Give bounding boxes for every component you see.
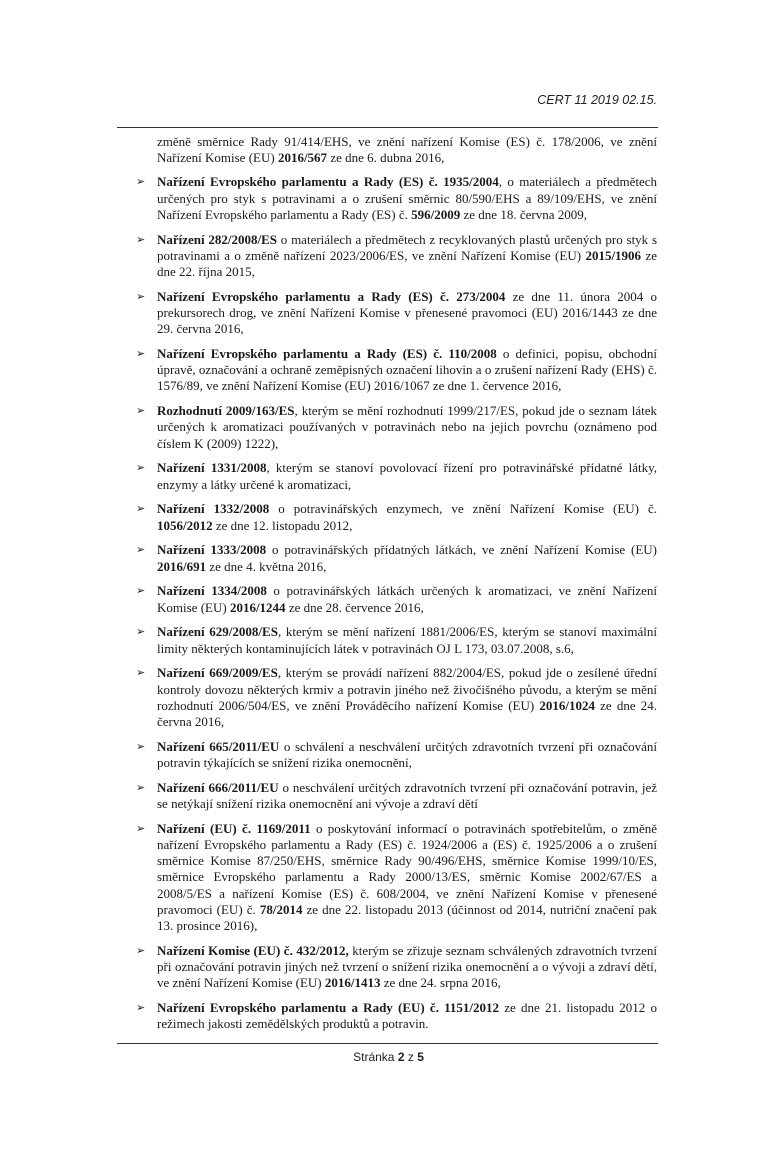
regulation-reference: 2016/1244 xyxy=(229,599,286,615)
arrowhead-bullet-icon: ➢ xyxy=(136,175,146,189)
arrowhead-bullet-icon: ➢ xyxy=(136,543,146,557)
arrowhead-bullet-icon: ➢ xyxy=(136,625,146,639)
regulation-text: ze dne 4. května 2016, xyxy=(206,558,327,574)
arrowhead-bullet-icon: ➢ xyxy=(136,461,146,475)
regulation-reference: 2016/567 xyxy=(277,150,328,166)
regulation-text: , kterým se provádí nařízení 882/2004/ES, pokud jde o zesílené úřední kontroly dovozu některých krmiv a potravin jiného než živočišného původu, a kterým se mění rozhodnutí 2006/504/ES, ve znění Prováděcího nařízení Komise (EU) xyxy=(157,665,658,713)
footer-divider xyxy=(117,1043,658,1044)
arrowhead-bullet-icon: ➢ xyxy=(136,780,146,794)
regulation-reference: Nařízení Evropského parlamentu a Rady (ES) č. 110/2008 xyxy=(157,346,497,362)
regulation-reference: Nařízení Komise (EU) č. 432/2012, xyxy=(157,942,349,958)
regulation-reference: 1056/2012 xyxy=(157,517,213,533)
list-item xyxy=(136,231,657,281)
list-item xyxy=(136,942,658,992)
regulation-text: , kterým se mění rozhodnutí 1999/217/ES, pokud jde o seznam látek určených k aromatizaci používaných v potravinách nebo na jejich povrchu (oznámeno pod číslem K (2009) 1222), xyxy=(157,403,657,451)
regulation-text: o definici, popisu, obchodní úpravě, označování a ochraně zeměpisných označení lihovin a o zrušení nařízení Rady (EHS) č. 1576/89, ve znění Nařízení Komise (EU) 2016/1067 ze dne 1. července 2016, xyxy=(157,346,657,394)
regulation-reference: Nařízení 629/2008/ES xyxy=(157,624,278,640)
page-label: Stránka xyxy=(353,1050,398,1065)
list-item xyxy=(136,174,658,223)
regulation-text: o materiálech a předmětech z recyklovaných plastů určených pro styk s potravinami a o změně nařízení 2023/2006/ES, ve znění Nařízení Komise (EU) xyxy=(157,231,657,263)
total-pages: 5 xyxy=(417,1050,424,1065)
arrowhead-bullet-icon: ➢ xyxy=(136,943,146,957)
regulation-text: o poskytování informací o potravinách spotřebitelům, o změně nařízení Evropského parlamentu a Rady (ES) č. 1924/2006 a (ES) č. 1925/2006 a o zrušení směrnice Komise 87/250/EHS, směrnice Rady 90/496/EHS, směrnice Komise 1999/10/ES, směrnice Evropského parlamentu a Rady 2000/13/ES, směrnic Komise 2002/67/ES a 2008/5/ES a nařízení Komise (ES) č. 608/2004, ve znění Nařízení Komise v přenesené pravomoci (EU) č. xyxy=(157,820,657,917)
regulation-text: ze dne 11. února 2004 o prekursorech drog, ve znění Nařízení Komise v přenesené pravomoci (EU) 2016/1443 ze dne 29. června 2016, xyxy=(157,288,657,337)
regulation-text: , kterým se mění nařízení 1881/2006/ES, kterým se stanoví maximální limity některých kontaminujících látek v potravinách OJ L 173, 03.07.2008, s.6, xyxy=(157,624,657,656)
regulation-reference: Nařízení 1332/2008 xyxy=(157,501,270,517)
list-item xyxy=(136,288,657,338)
regulation-text: ze dne 28. července 2016, xyxy=(285,599,424,615)
regulation-reference: Nařízení 1334/2008 xyxy=(157,583,267,599)
regulation-text: ze dne 24. června 2016, xyxy=(157,697,657,730)
arrowhead-bullet-icon: ➢ xyxy=(136,739,146,753)
arrowhead-bullet-icon: ➢ xyxy=(136,666,146,680)
regulation-text: o potravinářských látkách určených k aromatizaci, ve znění Nařízení Komise (EU) xyxy=(157,583,657,615)
regulation-text: ze dne 21. listopadu 2012 o režimech jakosti zemědělských produktů a potravin. xyxy=(157,1000,657,1032)
list-item xyxy=(136,738,657,771)
continuation-paragraph xyxy=(157,134,657,166)
arrowhead-bullet-icon: ➢ xyxy=(136,404,146,418)
regulation-reference: Nařízení Evropského parlamentu a Rady (ES) č. 273/2004 xyxy=(157,288,506,304)
regulation-text: ze dne 12. listopadu 2012, xyxy=(212,517,353,533)
regulation-reference: 2016/1024 xyxy=(539,697,595,713)
page-separator: z xyxy=(404,1050,418,1065)
regulation-reference: Nařízení 282/2008/ES xyxy=(157,231,278,247)
list-item xyxy=(136,665,658,730)
regulation-text: ze dne 22. října 2015, xyxy=(157,247,657,280)
list-item xyxy=(136,346,657,395)
regulation-items xyxy=(136,174,658,1032)
list-item xyxy=(136,403,657,452)
regulation-text: ze dne 6. dubna 2016, xyxy=(327,150,445,166)
regulation-text: , o materiálech a předmětech určených pro styk s potravinami a o zrušení směrnic 80/590/EHS a 89/109/EHS, ve znění Nařízení Evropského parlamentu a Rady (ES) č. xyxy=(157,174,658,222)
list-item xyxy=(136,820,657,934)
regulation-reference: Nařízení 669/2009/ES xyxy=(157,665,278,681)
list-item xyxy=(136,624,657,656)
regulation-reference: Nařízení 1333/2008 xyxy=(157,542,267,558)
header-divider xyxy=(117,127,658,128)
regulation-reference: 2016/691 xyxy=(157,558,207,574)
arrowhead-bullet-icon: ➢ xyxy=(136,289,146,303)
list-item xyxy=(136,583,657,615)
regulation-reference: 78/2014 xyxy=(259,901,303,917)
regulation-reference: Nařízení Evropského parlamentu a Rady (EU) č. 1151/2012 xyxy=(157,1000,500,1016)
regulation-reference: 2016/1413 xyxy=(324,975,381,991)
current-page: 2 xyxy=(397,1050,405,1065)
regulation-reference: Rozhodnutí 2009/163/ES xyxy=(157,403,295,419)
list-item xyxy=(136,779,657,812)
regulation-reference: 596/2009 xyxy=(411,206,461,222)
arrowhead-bullet-icon: ➢ xyxy=(136,821,146,835)
regulation-reference: 2015/1906 xyxy=(585,247,642,263)
regulation-reference: Nařízení 1331/2008 xyxy=(157,460,267,476)
list-item xyxy=(136,501,657,533)
list-item xyxy=(136,542,658,574)
arrowhead-bullet-icon: ➢ xyxy=(136,502,146,516)
document-code: CERT 11 2019 02.15. xyxy=(537,93,657,107)
regulation-text: o potravinářských enzymech, ve znění Nařízení Komise (EU) č. xyxy=(269,501,657,517)
list-item xyxy=(136,460,657,492)
regulation-text: ze dne 24. srpna 2016, xyxy=(380,975,501,991)
arrowhead-bullet-icon: ➢ xyxy=(136,584,146,598)
arrowhead-bullet-icon: ➢ xyxy=(136,232,146,246)
regulation-text: ze dne 22. listopadu 2013 (účinnost od 2014, nutriční značení pak 13. prosince 2016), xyxy=(157,901,657,934)
regulation-text: o neschválení určitých zdravotních tvrzení při označování potravin, jež se netýkají snížení rizika onemocnění ani vývoje a zdraví dětí xyxy=(157,779,657,812)
regulation-reference: Nařízení (EU) č. 1169/2011 xyxy=(157,820,311,836)
regulation-reference: Nařízení 666/2011/EU xyxy=(157,779,279,795)
regulation-reference: Nařízení 665/2011/EU xyxy=(157,738,280,754)
regulation-list xyxy=(136,134,658,1032)
regulation-reference: Nařízení Evropského parlamentu a Rady (ES) č. 1935/2004 xyxy=(157,174,499,190)
regulation-text: ze dne 18. června 2009, xyxy=(460,206,587,222)
list-item xyxy=(136,1000,657,1032)
regulation-text: o potravinářských přídatných látkách, ve znění Nařízení Komise (EU) xyxy=(266,542,658,558)
regulation-text: , kterým se stanoví povolovací řízení pro potravinářské přídatné látky, enzymy a látky určené k aromatizaci, xyxy=(157,460,657,492)
regulation-text: o schválení a neschválení určitých zdravotních tvrzení při označování potravin týkajících se snížení rizika onemocnění, xyxy=(157,738,657,771)
page-number xyxy=(0,1050,777,1165)
regulation-text: kterým se zřizuje seznam schválených zdravotních tvrzení při označování potravin jiných než tvrzení o snížení rizika onemocnění a o vývoji a zdraví dětí, ve znění Nařízení Komise (EU) xyxy=(157,942,658,991)
arrowhead-bullet-icon: ➢ xyxy=(136,1001,146,1015)
arrowhead-bullet-icon: ➢ xyxy=(136,347,146,361)
regulation-text: změně směrnice Rady 91/414/EHS, ve znění nařízení Komise (ES) č. 178/2006, ve znění Nařízení Komise (EU) xyxy=(157,134,657,166)
